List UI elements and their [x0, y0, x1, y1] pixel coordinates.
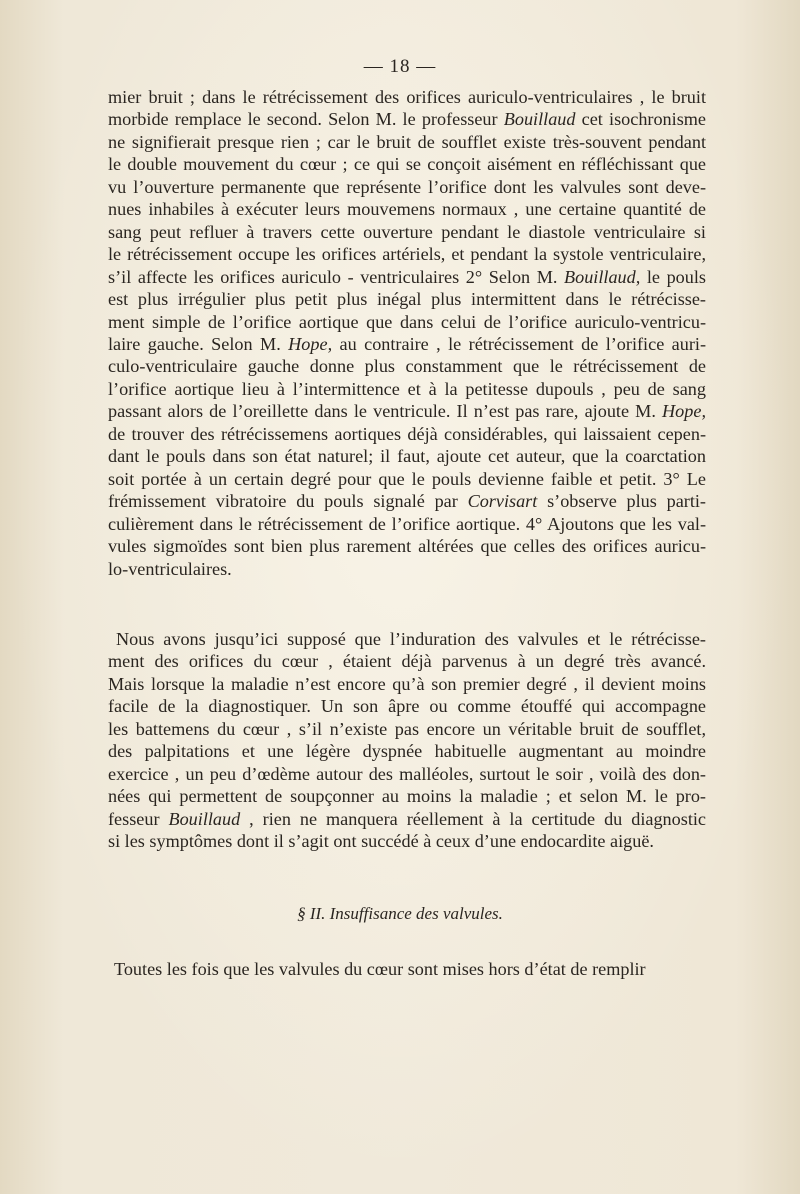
text-line: frémissement vibratoire du pouls signalé par Corvisart s’observe plus parti-	[108, 491, 706, 512]
paragraph-2	[108, 628, 706, 853]
text-line: ne signifierait presque rien ; car le bruit de soufflet existe très-souvent pendant	[108, 131, 706, 152]
text-line: ment des orifices du cœur , étaient déjà parvenus à un degré très avancé.	[108, 651, 706, 672]
paragraph-3	[108, 958, 706, 980]
text-line: les battemens du cœur , s’il n’existe pas encore un véritable bruit de soufflet,	[108, 718, 706, 739]
text-line: l’orifice aortique lieu à l’intermittence et à la petitesse dupouls , peu de sang	[108, 378, 706, 399]
text-line: culo-ventriculaire gauche donne plus constamment que le rétrécissement de	[108, 356, 706, 377]
text-line: soit portée à un certain degré pour que le pouls devienne faible et petit. 3° Le	[108, 468, 706, 489]
text-line: vu l’ouverture permanente que représente l’orifice dont les valvules sont deve-	[108, 176, 706, 197]
page-number: — 18 —	[363, 56, 437, 77]
text-line: lo-ventriculaires.	[108, 558, 232, 579]
text-line: le rétrécissement occupe les orifices artériels, et pendant la systole ventriculaire,	[108, 244, 706, 265]
text-line: est plus irrégulier plus petit plus inégal plus intermittent dans le rétrécisse-	[108, 289, 706, 310]
text-line: Nous avons jusqu’ici supposé que l’induration des valvules et le rétrécisse-	[116, 629, 706, 649]
text-line: passant alors de l’oreillette dans le ventricule. Il n’est pas rare, ajoute M. Hope,	[108, 401, 706, 422]
text-line: s’il affecte les orifices auriculo - ventriculaires 2° Selon M. Bouillaud, le pouls	[108, 266, 706, 287]
text-line: ment simple de l’orifice aortique que dans celui de l’orifice auriculo-ventricu-	[108, 311, 706, 332]
text-line: exercice , un peu d’œdème autour des malléoles, surtout le soir , voilà des don-	[108, 763, 706, 784]
text-line: laire gauche. Selon M. Hope, au contraire , le rétrécissement de l’orifice auri-	[108, 333, 707, 354]
text-line: sang peut refluer à travers cette ouverture pendant le diastole ventriculaire si	[108, 221, 706, 242]
text-line: Toutes les fois que les valvules du cœur sont mises hors d’état de remplir	[114, 959, 646, 979]
text-line: dant le pouls dans son état naturel; il faut, ajoute cet auteur, que la coarctation	[108, 446, 706, 467]
text-line: facile de la diagnostiquer. Un son âpre ou comme étouffé qui accompagne	[108, 696, 706, 717]
text-line: des palpitations et une légère dyspnée habituelle augmentant au moindre	[108, 741, 706, 762]
text-line: de trouver des rétrécissemens aortiques déjà considérables, qui laissaient cepen-	[108, 423, 706, 444]
text-line: si les symptômes dont il s’agit ont succédé à ceux d’une endocardite aiguë.	[108, 831, 654, 852]
section-heading: § II. Insuffisance des valvules.	[297, 904, 503, 923]
text-line: fesseur Bouillaud , rien ne manquera réellement à la certitude du diagnostic	[108, 808, 706, 829]
text-line: nées qui permettent de soupçonner au moins la maladie ; et selon M. le pro-	[108, 786, 706, 807]
text-line: culièrement dans le rétrécissement de l’orifice aortique. 4° Ajoutons que les val-	[108, 513, 706, 534]
text-line: Mais lorsque la maladie n’est encore qu’à son premier degré , il devient moins	[108, 673, 706, 694]
text-line: morbide remplace le second. Selon M. le professeur Bouillaud cet isochronisme	[108, 109, 707, 130]
text-line: nues inhabiles à exécuter leurs mouvemens normaux , une certaine quantité de	[108, 199, 706, 220]
paragraph-1	[108, 86, 706, 580]
text-line: le double mouvement du cœur ; ce qui se conçoit aisément en réfléchissant que	[108, 154, 706, 175]
text-line: vules sigmoïdes sont bien plus rarement altérées que celles des orifices auricu-	[108, 536, 706, 557]
text-line: mier bruit ; dans le rétrécissement des orifices auriculo-ventriculaires , le bruit	[108, 87, 706, 107]
